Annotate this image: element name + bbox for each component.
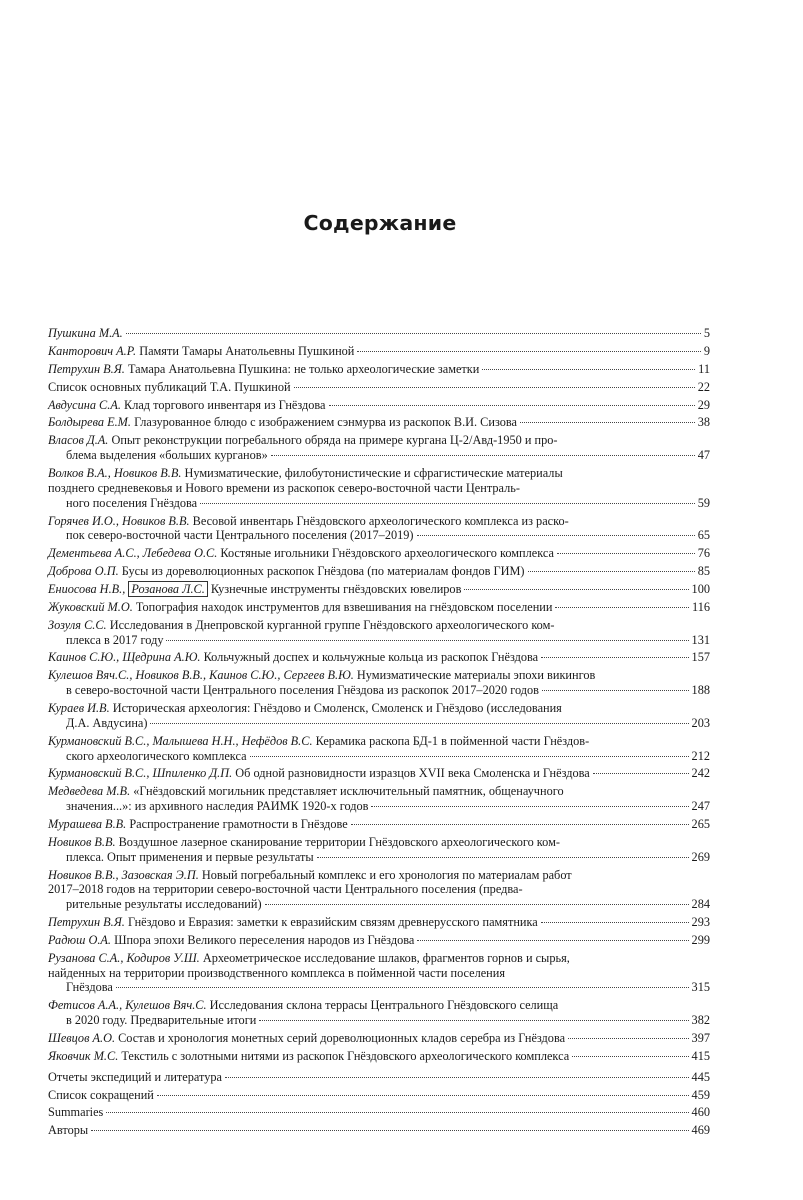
toc-entry-last-line [48,817,710,832]
page-number: 284 [691,897,710,912]
dot-leader [528,571,695,572]
toc-entry-line [48,514,710,529]
dot-leader [572,1056,688,1057]
toc-title-text: Состав и хронология монетных серий дореволюционных кладов серебра из Гнёздова [118,1031,566,1045]
toc-title-text: Клад торгового инвентаря из Гнёздова [124,397,326,412]
toc-entry-last-line [48,1031,710,1046]
page-number: 212 [691,748,710,763]
toc-author: Петрухин В.Я. [48,361,125,376]
toc-author: Медведева М.В. [48,784,131,799]
toc-author: Мурашева В.В. [48,816,127,831]
dot-leader [259,1020,688,1021]
page-number: 157 [691,650,710,665]
toc-entry[interactable] [48,1070,710,1085]
toc-entry-last-line [48,1088,710,1103]
toc-tail [48,600,552,615]
page-number: 9 [703,343,710,358]
page-number: 293 [691,915,710,930]
toc-entry-last-line [48,915,710,930]
toc-author: Кулешов Вяч.С., Новиков В.В., Каинов С.Ю., Сергеев В.Ю. [48,668,354,683]
dot-leader [116,987,689,988]
page-number: 38 [697,415,710,430]
toc-author: Доброва О.П. [48,564,119,579]
toc-title-text: Список сокращений [48,1087,154,1102]
dot-leader [294,387,695,388]
toc-entry-last-line [48,980,710,995]
toc-tail [48,1123,88,1138]
page-number: 5 [703,326,710,340]
page-number: 11 [698,361,710,376]
toc-author: Петрухин В.Я. [48,915,125,930]
toc-author: Болдырева Е.М. [48,415,131,430]
toc-title-text: Отчеты экспедиций и литература [48,1069,222,1084]
toc-author: Волков В.А., Новиков В.В. [48,466,182,481]
toc-entry-line [48,481,710,496]
toc-entry-last-line [48,650,710,665]
toc-entry-last-line [48,633,710,648]
toc-entry-last-line [48,683,710,698]
toc-entry-line [48,466,710,481]
toc-entry-last-line [48,716,710,731]
toc-title-text: ного поселения Гнёздова [66,495,198,510]
toc-author: Рузанова С.А., Кодиров У.Ш. [48,950,200,965]
toc-entry-last-line [48,362,710,377]
toc-title-text: плекса в 2017 году [66,632,164,647]
page-number: 460 [691,1105,710,1120]
toc-entry[interactable] [48,466,710,510]
page-number: 85 [697,564,710,579]
toc-entry-line [48,835,710,850]
toc-title-text: Новый погребальный комплекс и его хронология по материалам работ [201,867,572,882]
toc-entry[interactable] [48,668,710,698]
dot-leader [126,333,701,334]
toc-author: Кураев И.В. [48,701,110,716]
toc-tail [48,915,538,930]
toc-tail [48,650,538,665]
toc-tail [66,799,368,814]
toc-author-boxed: Розанова Л.С. [128,581,207,597]
toc-title-text: Исследования склона террасы Центрального Гнёздовского селища [209,998,559,1013]
dot-leader [464,589,688,590]
toc-entry[interactable] [48,618,710,648]
toc-author: Новиков В.В. [48,834,116,849]
toc-title-text: в 2020 году. Предварительные итоги [66,1013,257,1028]
page-number: 22 [697,379,710,394]
toc-title-text: плекса. Опыт применения и первые результаты [66,849,314,864]
toc-title-text: Д.А. Авдусина) [66,715,148,730]
page-number: 469 [691,1123,710,1138]
toc-title-text: Весовой инвентарь Гнёздовского археологического комплекса из раско- [192,513,569,528]
dot-leader [542,690,689,691]
toc-entry-last-line [48,1105,710,1120]
toc-entry[interactable] [48,362,710,377]
toc-author: Курмановский В.С., Шпиленко Д.П. [48,766,233,781]
toc-entry[interactable] [48,546,710,561]
toc-entry[interactable] [48,344,710,359]
toc-author: Авдусина С.А. [48,397,121,412]
toc-entry-last-line [48,528,710,543]
page-number: 188 [691,683,710,698]
toc-entry[interactable] [48,415,710,430]
toc-entry-last-line [48,766,710,781]
toc-title-text: Кольчужный доспех и кольчужные кольца из раскопок Гнёздова [203,650,539,665]
toc-entry-line [48,868,710,883]
page-number: 29 [697,397,710,412]
toc-author: Дементьева А.С., Лебедева О.С. [48,546,218,561]
dot-leader [166,640,688,641]
toc-title-text: Авторы [48,1123,89,1138]
toc-entry-last-line [48,582,710,597]
toc-entry[interactable] [48,514,710,544]
page-number: 131 [691,632,710,647]
table-of-contents [48,326,710,1141]
toc-title-text: Список основных публикаций Т.А. Пушкиной [48,379,291,394]
toc-entry[interactable] [48,766,710,781]
toc-entry[interactable] [48,433,710,463]
dot-leader [157,1095,689,1096]
toc-title-text: «Гнёздовский могильник представляет исключительный памятник, общенаучного [133,784,564,799]
toc-title-text: Гнёздова [66,980,113,995]
toc-title-text: рительные результаты исследований) [66,897,262,912]
toc-title-text: Summaries [48,1105,104,1120]
toc-author: Жуковский М.О. [48,599,133,614]
toc-entry[interactable] [48,600,710,615]
page-number: 65 [697,528,710,543]
toc-entry-last-line [48,1070,710,1085]
toc-entry[interactable] [48,951,710,995]
toc-entry[interactable] [48,734,710,764]
page-number: 397 [691,1031,710,1045]
toc-entry[interactable] [48,817,710,832]
toc-tail [66,496,197,511]
toc-tail [66,749,247,764]
toc-entry-line [48,734,710,749]
toc-entry-last-line [48,326,710,341]
toc-entry[interactable] [48,784,710,814]
toc-tail [48,344,354,359]
toc-entry-last-line [48,1013,710,1028]
toc-entry-last-line [48,749,710,764]
toc-tail [66,716,147,731]
toc-tail [48,546,554,561]
toc-author: Ениосова Н.В., [48,581,126,596]
toc-entry[interactable] [48,868,710,912]
dot-leader [317,857,689,858]
page-number: 116 [692,599,710,614]
dot-leader [417,940,688,941]
toc-author: Яковчик М.С. [48,1048,119,1063]
dot-leader [250,756,689,757]
toc-entry-last-line [48,344,710,359]
toc-entry[interactable] [48,564,710,579]
toc-entry-line [48,618,710,633]
toc-tail [48,817,348,832]
toc-author: Пушкина М.А. [48,326,123,340]
toc-title-text: Распространение грамотности в Гнёздове [129,816,348,831]
dot-leader [329,405,695,406]
dot-leader [351,824,689,825]
page-number: 299 [691,932,710,947]
toc-tail [48,564,525,579]
dot-leader [91,1130,688,1131]
toc-entry-last-line [48,496,710,511]
page-number: 265 [691,816,710,831]
toc-entry-last-line [48,546,710,561]
toc-title-text: Опыт реконструкции погребального обряда на примере кургана Ц-2/Авд-1950 и про- [111,433,558,448]
toc-title-text: Кузнечные инструменты гнёздовских ювелиров [210,581,462,596]
dot-leader [541,657,688,658]
toc-tail [48,582,461,597]
toc-tail [48,766,590,781]
toc-entry-last-line [48,398,710,413]
toc-entry[interactable] [48,701,710,731]
toc-entry[interactable] [48,650,710,665]
dot-leader [593,773,689,774]
toc-tail [66,850,314,865]
page-number: 382 [691,1013,710,1028]
toc-tail [66,897,262,912]
toc-entry[interactable] [48,380,710,395]
toc-author: Радюш О.А. [48,932,111,947]
toc-entry[interactable] [48,1031,710,1046]
toc-title-text: Нумизматические, филобутонистические и сфрагистические материалы [184,466,563,481]
toc-tail [48,1031,565,1046]
toc-author: Власов Д.А. [48,433,109,448]
toc-tail [48,415,517,430]
toc-title-text: Археометрическое исследование шлаков, фрагментов горнов и сырья, [202,950,570,965]
toc-entry-last-line [48,1049,710,1064]
toc-entry[interactable] [48,1049,710,1064]
page-number: 242 [691,766,710,781]
dot-leader [568,1038,688,1039]
toc-author: Горячев И.О., Новиков В.В. [48,513,190,528]
toc-title-text: Гнёздово и Евразия: заметки к евразийским связям древнерусского памятника [127,915,538,930]
toc-title-text: Топография находок инструментов для взвешивания на гнёздовском поселении [135,599,553,614]
dot-leader [555,607,689,608]
toc-entry-last-line [48,448,710,463]
toc-tail [66,528,414,543]
page-number: 269 [691,849,710,864]
page-number: 459 [691,1087,710,1102]
toc-title-text: найденных на территории производственного комплекса в пойменной части поселения [48,965,505,980]
toc-entry[interactable] [48,326,710,341]
toc-entry-line [48,882,710,897]
toc-entry[interactable] [48,915,710,930]
toc-author: Канторович А.Р. [48,343,137,358]
toc-author: Новиков В.В., Зазовская Э.П. [48,867,199,882]
toc-entry[interactable] [48,835,710,865]
toc-entry-last-line [48,933,710,948]
toc-entry-line [48,784,710,799]
toc-entry-line [48,951,710,966]
toc-tail [48,1049,569,1064]
page-number: 247 [691,799,710,814]
toc-entry-last-line [48,799,710,814]
toc-entry[interactable] [48,1105,710,1120]
toc-tail [48,1070,222,1085]
toc-author: Курмановский В.С., Малышева Н.Н., Нефёдов В.С. [48,733,313,748]
dot-leader [541,922,689,923]
toc-title-text: Шпора эпохи Великого переселения народов из Гнёздова [114,932,415,947]
toc-tail [48,933,414,948]
dot-leader [520,422,695,423]
dot-leader [557,553,695,554]
dot-leader [371,806,688,807]
toc-tail [66,683,539,698]
toc-title-text: Памяти Тамары Анатольевны Пушкиной [139,343,355,358]
toc-entry-last-line [48,380,710,395]
toc-title-text: пок северо-восточной части Центрального поселения (2017–2019) [66,528,414,543]
toc-author: Фетисов А.А., Кулешов Вяч.С. [48,998,207,1013]
toc-entry-last-line [48,850,710,865]
toc-title-text: Нумизматические материалы эпохи викингов [356,668,596,683]
toc-tail [48,362,479,377]
toc-tail [66,448,268,463]
dot-leader [225,1077,689,1078]
dot-leader [417,535,695,536]
toc-tail [66,633,163,648]
toc-entry-last-line [48,1123,710,1138]
toc-title-text: блема выделения «больших курганов» [66,448,268,463]
toc-entry-last-line [48,564,710,579]
toc-tail [66,980,113,995]
dot-leader [106,1112,688,1113]
page-number: 315 [691,980,710,995]
toc-entry-last-line [48,415,710,430]
toc-entry-line [48,966,710,981]
page-number: 415 [691,1048,710,1063]
dot-leader [150,723,688,724]
dot-leader [357,351,700,352]
toc-title-text: в северо-восточной части Центрального поселения Гнёздова из раскопок 2017–2020 годов [66,683,539,698]
toc-entry-line [48,433,710,448]
toc-title-text: Костяные игольники Гнёздовского археологического комплекса [220,546,554,561]
toc-entry[interactable] [48,998,710,1028]
toc-title-text: Бусы из дореволюционных раскопок Гнёздова (по материалам фондов ГИМ) [121,564,525,579]
toc-title-text: Глазурованное блюдо с изображением сэнмурва из раскопок В.И. Сизова [134,415,517,430]
toc-tail [66,1013,256,1028]
toc-title-text: значения...»: из архивного наследия РАИМК 1920-х годов [66,799,369,814]
toc-entry[interactable] [48,1088,710,1103]
toc-entry-line [48,701,710,716]
dot-leader [482,369,695,370]
dot-leader [200,503,695,504]
toc-title-text: Текстиль с золотными нитями из раскопок Гнёздовского археологического комплекса [121,1048,570,1063]
toc-entry[interactable] [48,582,710,597]
toc-author: Зозуля С.С. [48,617,107,632]
dot-leader [271,455,695,456]
page-number: 445 [691,1069,710,1084]
toc-author: Каинов С.Ю., Щедрина А.Ю. [48,650,201,665]
toc-tail [48,398,326,413]
page-number: 59 [697,495,710,510]
toc-title-text: Тамара Анатольевна Пушкина: не только археологические заметки [127,361,480,376]
page-number: 203 [691,715,710,730]
toc-title-text: ского археологического комплекса [66,748,247,763]
toc-title-text: позднего средневековья и Нового времени из раскопок северо-восточной части Централь- [48,480,520,495]
toc-title-text: Воздушное лазерное сканирование территории Гнёздовского археологического ком- [118,834,560,849]
toc-entry-last-line [48,600,710,615]
toc-entry[interactable] [48,933,710,948]
toc-title-text: Керамика раскопа БД-1 в пойменной части Гнёздов- [315,733,590,748]
toc-title-text: Об одной разновидности изразцов XVII века Смоленска и Гнёздова [235,766,590,781]
toc-title-text: 2017–2018 годов на территории северо-восточной части Центрального поселения (предва- [48,882,523,897]
toc-entry-last-line [48,897,710,912]
toc-entry-line [48,998,710,1013]
page-number: 47 [697,448,710,463]
toc-tail [48,1088,154,1103]
dot-leader [265,904,689,905]
toc-author: Шевцов А.О. [48,1031,116,1045]
toc-tail [48,326,123,341]
toc-tail [48,1105,103,1120]
page-number: 100 [691,581,710,596]
toc-title-text: Исследования в Днепровской курганной группе Гнёздовского археологического ком- [109,617,555,632]
page-number: 76 [697,546,710,561]
toc-entry-line [48,668,710,683]
toc-entry[interactable] [48,398,710,413]
toc-entry[interactable] [48,1123,710,1138]
page-title: Содержание [303,211,457,235]
toc-title-text: Историческая археология: Гнёздово и Смоленск, Смоленск и Гнёздово (исследования [112,701,562,716]
toc-tail [48,380,291,395]
